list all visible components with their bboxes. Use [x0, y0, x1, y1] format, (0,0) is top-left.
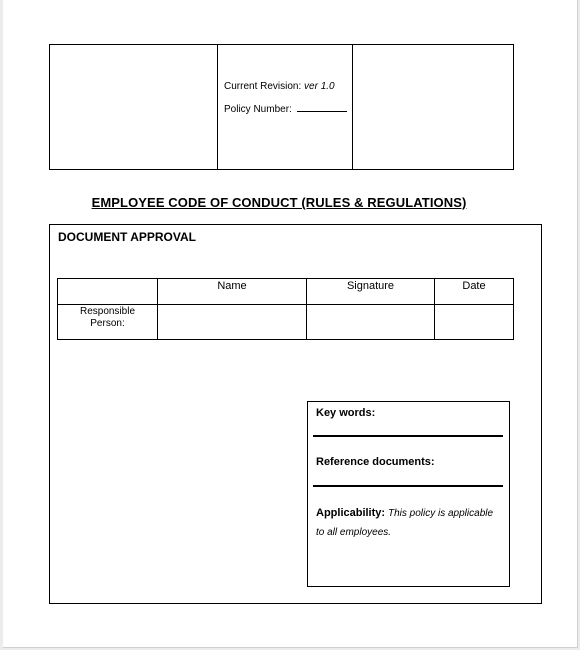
approval-header-signature: Signature [307, 279, 435, 305]
applicability-label: Applicability: [316, 507, 386, 519]
policy-number-label: Policy Number: [224, 104, 292, 115]
keywords-box [307, 401, 510, 587]
applicability-value-line1: This policy is applicable [387, 508, 494, 519]
document-title: EMPLOYEE CODE OF CONDUCT (RULES & REGULATIONS) [91, 195, 467, 210]
approval-header-name: Name [158, 279, 307, 305]
reference-documents-label: Reference documents: [316, 456, 435, 468]
header-right-cell [353, 45, 513, 169]
header-revision-cell [218, 45, 353, 169]
policy-number-line [224, 104, 347, 115]
document-page [3, 0, 578, 648]
applicability-text [316, 504, 502, 542]
revision-line [224, 81, 335, 92]
header-table [49, 44, 514, 170]
policy-number-blank[interactable] [297, 111, 347, 112]
date-cell[interactable] [435, 305, 514, 340]
document-approval-box [49, 224, 542, 604]
reference-divider [313, 485, 503, 487]
approval-header-row [58, 279, 514, 305]
approval-header-blank [58, 279, 158, 305]
responsible-person-label [58, 305, 158, 340]
responsible-person-line1: Responsible [79, 306, 136, 317]
revision-value: ver 1.0 [304, 81, 335, 92]
keywords-label: Key words: [316, 407, 376, 419]
name-cell[interactable] [158, 305, 307, 340]
approval-table [57, 278, 514, 340]
revision-label: Current Revision: [224, 81, 302, 92]
keywords-divider [313, 435, 503, 437]
approval-heading: DOCUMENT APPROVAL [58, 230, 196, 244]
signature-cell[interactable] [307, 305, 435, 340]
responsible-person-line2: Person: [90, 318, 125, 329]
applicability-value-line2: to all employees. [316, 527, 392, 538]
header-logo-cell [50, 45, 218, 169]
table-row [58, 305, 514, 340]
approval-header-date: Date [435, 279, 514, 305]
